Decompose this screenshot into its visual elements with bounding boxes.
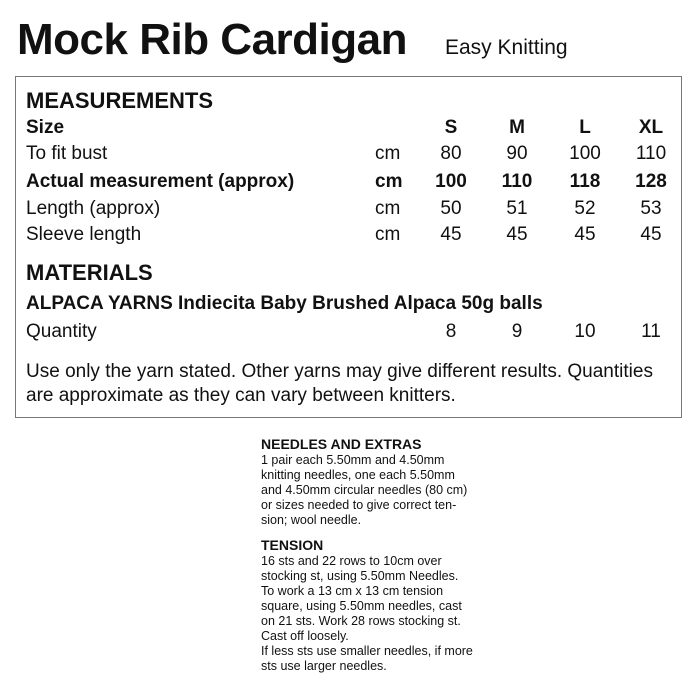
row-value: 45 — [506, 224, 528, 245]
size-header: S — [444, 117, 458, 138]
row-value: 80 — [440, 143, 462, 164]
row-value: 52 — [574, 198, 596, 219]
row-value: 45 — [440, 224, 462, 245]
needles-tension-section — [261, 435, 501, 674]
tension-heading: TENSION — [261, 537, 324, 553]
row-label: Actual measurement (approx) — [26, 171, 295, 192]
tension-text: 16 sts and 22 rows to 10cm over stocking st, using 5.50mm Needles. To work a 13 cm x 13 cm tension square, using 5.50mm needles, cast on 21 sts. Work 28 rows stocking st. Cast off loosely. If less sts use smaller needles, if more sts use larger needles. — [261, 554, 473, 673]
size-label: Size — [26, 117, 65, 138]
quantity-label: Quantity — [26, 321, 97, 342]
page-subtitle: Easy Knitting — [445, 36, 568, 59]
quantity-value: 10 — [574, 321, 596, 342]
size-header: XL — [638, 117, 664, 138]
row-unit: cm — [375, 171, 403, 192]
yarn-note: Use only the yarn stated. Other yarns may give different results. Quantities are approximate as they can vary between knitters. — [26, 361, 653, 406]
measurements-materials-box — [15, 76, 682, 418]
row-value: 110 — [635, 143, 667, 164]
row-value: 128 — [635, 171, 667, 192]
needles-text: 1 pair each 5.50mm and 4.50mm knitting needles, one each 5.50mm and 4.50mm circular needles (80 cm) or sizes needed to give correct ten- sion; wool needle. — [261, 453, 468, 527]
row-value: 100 — [435, 171, 467, 192]
size-header: M — [509, 117, 525, 138]
row-label: Length (approx) — [26, 198, 161, 219]
row-value: 50 — [440, 198, 462, 219]
row-label: To fit bust — [26, 143, 108, 164]
row-value: 118 — [569, 171, 601, 192]
yarn-name: ALPACA YARNS Indiecita Baby Brushed Alpaca 50g balls — [26, 293, 543, 314]
row-value: 51 — [506, 198, 528, 219]
row-value: 53 — [640, 198, 662, 219]
row-unit: cm — [375, 143, 401, 164]
size-header: L — [579, 117, 591, 138]
quantity-value: 8 — [445, 321, 457, 342]
quantity-value: 11 — [641, 321, 661, 342]
row-unit: cm — [375, 198, 401, 219]
row-value: 100 — [569, 143, 601, 164]
row-value: 45 — [574, 224, 596, 245]
materials-heading: MATERIALS — [26, 260, 153, 285]
measurements-heading: MEASUREMENTS — [26, 88, 214, 113]
row-value: 90 — [506, 143, 528, 164]
row-label: Sleeve length — [26, 224, 142, 245]
row-unit: cm — [375, 224, 401, 245]
page-title: Mock Rib Cardigan — [17, 15, 407, 64]
needles-heading: NEEDLES AND EXTRAS — [261, 436, 422, 452]
row-value: 45 — [640, 224, 662, 245]
quantity-value: 9 — [511, 321, 523, 342]
row-value: 110 — [501, 171, 533, 192]
